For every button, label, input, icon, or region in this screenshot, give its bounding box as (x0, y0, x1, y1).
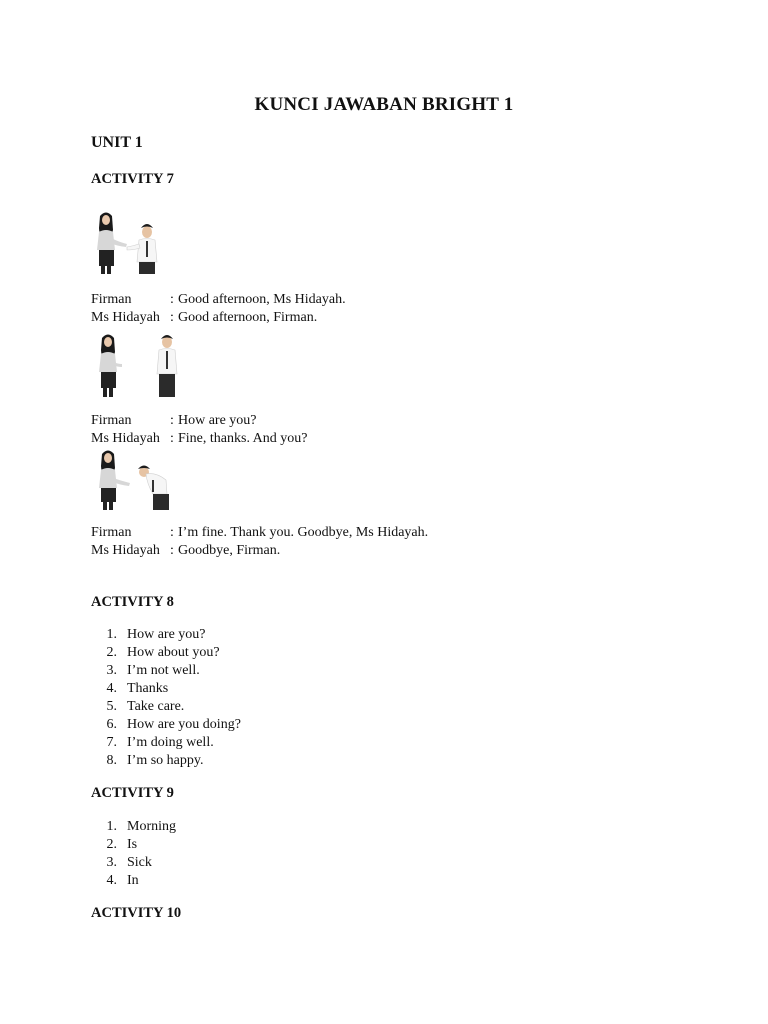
item-number: 4. (106, 873, 117, 888)
item-text: I’m not well. (127, 663, 200, 678)
item-number: 1. (106, 627, 117, 642)
list-item (91, 626, 241, 644)
utterance: Good afternoon, Firman. (178, 310, 318, 325)
dialogue-line (91, 309, 346, 327)
item-number: 6. (106, 717, 117, 732)
separator: : (170, 292, 174, 307)
utterance: How are you? (178, 413, 257, 428)
speaker: Ms Hidayah (91, 431, 160, 446)
list-item (91, 680, 241, 698)
dialogue-line (91, 291, 346, 309)
item-number: 3. (106, 663, 117, 678)
separator: : (170, 431, 174, 446)
list-item (91, 854, 176, 872)
unit-heading: UNIT 1 (91, 134, 143, 151)
item-number: 2. (106, 645, 117, 660)
item-text: Morning (127, 819, 176, 834)
item-text: In (127, 873, 139, 888)
dialogue-3 (91, 524, 428, 560)
speaker: Ms Hidayah (91, 543, 160, 558)
activity-10-heading: ACTIVITY 10 (91, 905, 182, 921)
item-number: 5. (106, 699, 117, 714)
utterance: I’m fine. Thank you. Goodbye, Ms Hidayah. (178, 525, 429, 540)
speaker: Firman (91, 292, 132, 307)
activity-7-heading: ACTIVITY 7 (91, 171, 174, 187)
dialogue-line (91, 524, 428, 542)
separator: : (170, 543, 174, 558)
list-item (91, 752, 241, 770)
greeting-illustration-2 (92, 332, 184, 400)
item-number: 8. (106, 753, 117, 768)
item-text: How are you doing? (127, 717, 241, 732)
list-item (91, 818, 176, 836)
activity-8-heading: ACTIVITY 8 (91, 594, 174, 610)
separator: : (170, 525, 174, 540)
item-text: I’m doing well. (127, 735, 214, 750)
dialogue-line (91, 542, 428, 560)
list-item (91, 662, 241, 680)
speaker: Firman (91, 413, 132, 428)
item-text: Is (127, 837, 138, 852)
list-item (91, 644, 241, 662)
dialogue-1 (91, 291, 346, 327)
item-number: 4. (106, 681, 117, 696)
list-item (91, 734, 241, 752)
utterance: Good afternoon, Ms Hidayah. (178, 292, 346, 307)
dialogue-2 (91, 412, 308, 448)
item-text: I’m so happy. (127, 753, 204, 768)
separator: : (170, 413, 174, 428)
item-number: 3. (106, 855, 117, 870)
activity-8-answer-list (91, 626, 241, 770)
dialogue-line (91, 430, 308, 448)
activity-9-heading: ACTIVITY 9 (91, 785, 174, 801)
item-text: How are you? (127, 627, 206, 642)
greeting-illustration-1 (92, 208, 184, 278)
list-item (91, 872, 176, 890)
list-item (91, 836, 176, 854)
item-number: 2. (106, 837, 117, 852)
page-title: KUNCI JAWABAN BRIGHT 1 (254, 94, 514, 115)
utterance: Goodbye, Firman. (178, 543, 281, 558)
greeting-illustration-3 (92, 450, 184, 512)
item-text: How about you? (127, 645, 220, 660)
item-number: 1. (106, 819, 117, 834)
item-text: Sick (127, 855, 152, 870)
speaker: Ms Hidayah (91, 310, 160, 325)
dialogue-line (91, 412, 308, 430)
list-item (91, 698, 241, 716)
activity-9-answer-list (91, 818, 176, 890)
list-item (91, 716, 241, 734)
utterance: Fine, thanks. And you? (178, 431, 308, 446)
item-text: Take care. (127, 699, 185, 714)
item-text: Thanks (127, 681, 169, 696)
speaker: Firman (91, 525, 132, 540)
item-number: 7. (106, 735, 117, 750)
separator: : (170, 310, 174, 325)
